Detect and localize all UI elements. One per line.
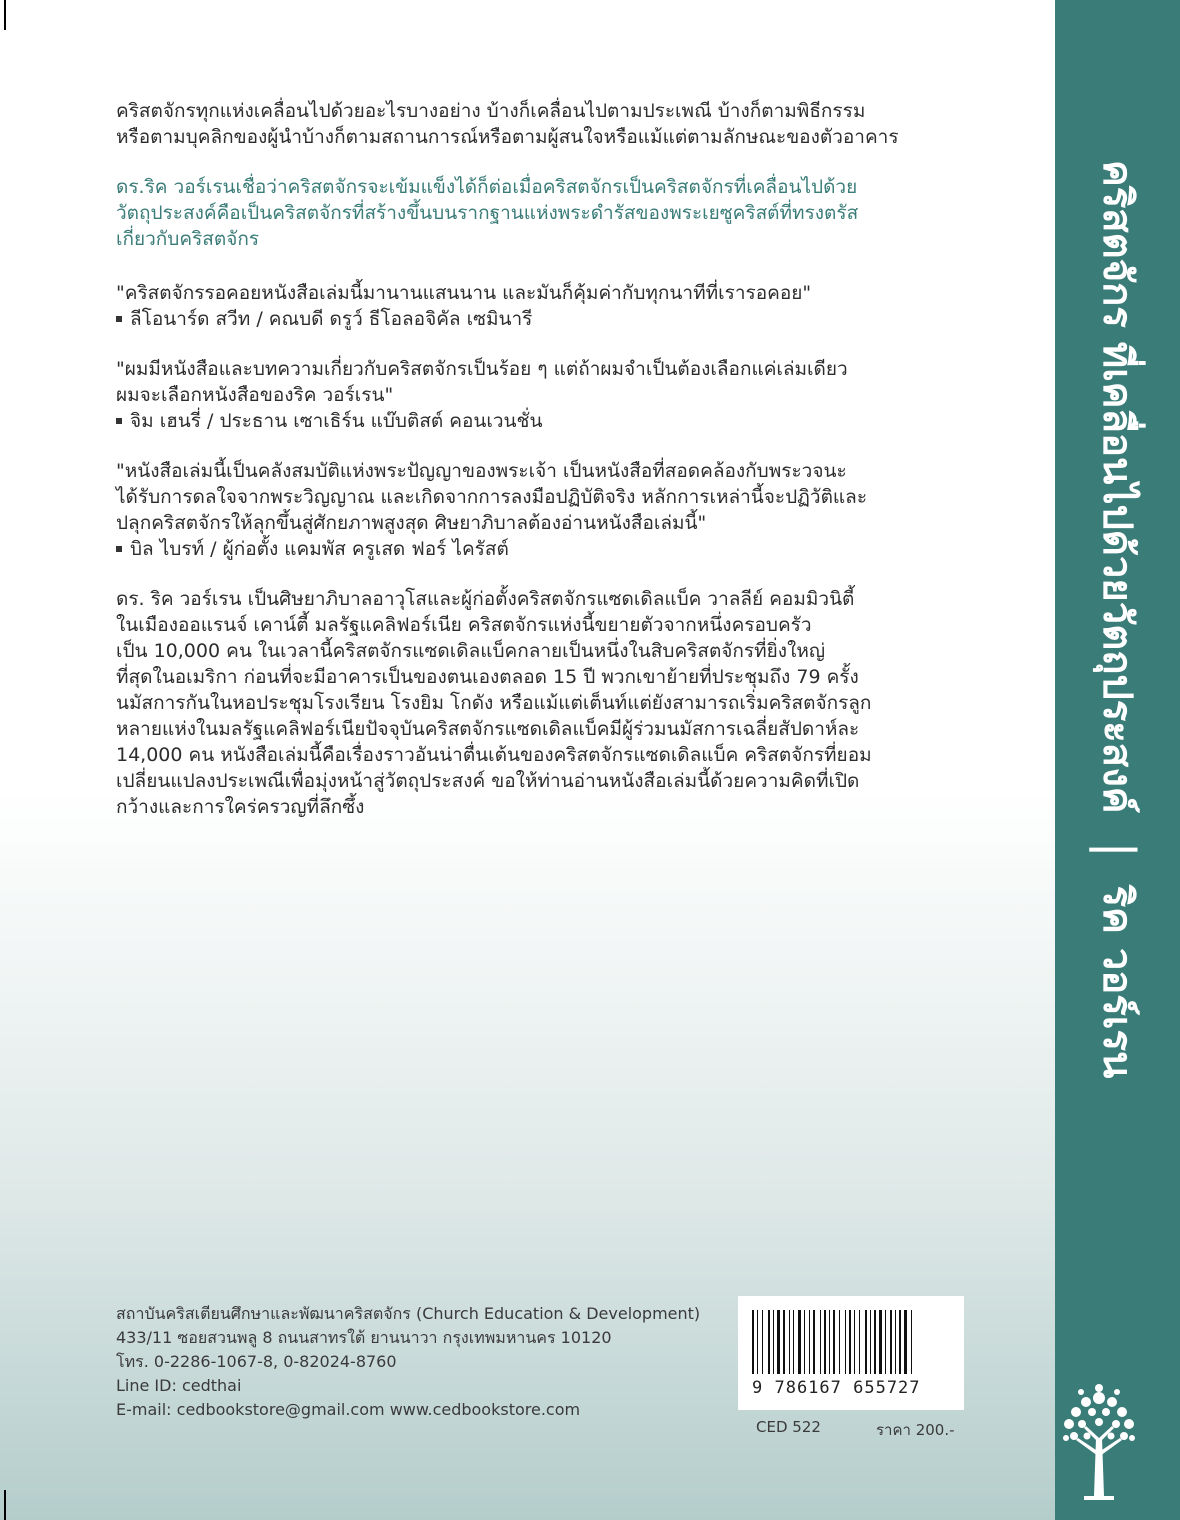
barcode-bar	[839, 1310, 840, 1374]
quote-line: ปลุกคริสตจักรให้ลุกขึ้นสู่ศักยภาพสูงสุด ศิษยาภิบาลต้องอ่านหนังสือเล่มนี้"	[116, 512, 707, 534]
tree-icon	[1054, 1378, 1144, 1508]
publisher-contact: E-mail: cedbookstore@gmail.com www.cedbookstore.com	[116, 1400, 581, 1419]
bio-line: ดร. ริค วอร์เรน เป็นศิษยาภิบาลอาวุโสและผู้ก่อตั้งคริสตจักรแซดเดิลแบ็ค วาลลีย์ คอมมิวนิตี้	[116, 588, 855, 610]
barcode-bar	[890, 1310, 892, 1374]
endorsement-quote	[116, 280, 956, 332]
quote-attribution	[116, 306, 956, 332]
barcode-bar	[793, 1310, 794, 1374]
quote-attribution	[116, 536, 956, 562]
barcode-bar	[824, 1310, 826, 1374]
highlight-line: เกี่ยวกับคริสตจักร	[116, 228, 260, 250]
barcode-bar	[804, 1310, 805, 1374]
price-label: ราคา 200.-	[876, 1421, 955, 1439]
endorsement-quote	[116, 356, 956, 434]
bio-line: เปลี่ยนแปลงประเพณีเพื่อมุ่งหน้าสู่วัตถุประสงค์ ขอให้ท่านอ่านหนังสือเล่มนี้ด้วยความคิดที่เปิด	[116, 770, 860, 792]
barcode-bar	[777, 1310, 780, 1374]
attribution-text: บิล ไบรท์ / ผู้ก่อตั้ง แคมพัส ครูเสด ฟอร์ ไครัสต์	[130, 538, 509, 560]
intro-line: หรือตามบุคลิกของผู้นำบ้างก็ตามสถานการณ์หรือตามผู้สนใจหรือแม้แต่ตามลักษณะของตัวอาคาร	[116, 126, 899, 148]
quote-line: "หนังสือเล่มนี้เป็นคลังสมบัติแห่งพระปัญญาของพระเจ้า เป็นหนังสือที่สอดคล้องกับพระวจนะ	[116, 460, 847, 482]
attribution-text: ลีโอนาร์ด สวีท / คณบดี ดรูว์ ธีโอลอจิคัล เซมินารี	[130, 308, 533, 330]
bio-line: 14,000 คน หนังสือเล่มนี้คือเรื่องราวอันน่าตื่นเต้นของคริสตจักรแซดเดิลแบ็ค คริสตจักรที่ยอม	[116, 744, 872, 766]
barcode-bar	[752, 1310, 754, 1374]
publisher-name: สถาบันคริสเตียนศึกษาและพัฒนาคริสตจักร (Church Education & Development)	[116, 1304, 701, 1323]
book-spine	[1055, 0, 1180, 1520]
bullet-icon	[116, 418, 122, 424]
author-bio	[116, 586, 956, 820]
spine-title: คริสตจักร ที่เคลื่อนไปด้วยวัตถุประสงค์	[1094, 160, 1140, 814]
barcode-bar	[813, 1310, 815, 1374]
highlight-line: วัตถุประสงค์คือเป็นคริสตจักรที่สร้างขึ้นบนรากฐานแห่งพระดำรัสของพระเยซูคริสต์ที่ทรงตรัส	[116, 202, 859, 224]
highlight-line: ดร.ริค วอร์เรนเชื่อว่าคริสตจักรจะเข้มแข็งได้ก็ต่อเมื่อคริสตจักรเป็นคริสตจักรที่เคลื่อนไปด้วย	[116, 176, 858, 198]
barcode-bar	[865, 1310, 867, 1374]
spine-separator: |	[1089, 841, 1145, 858]
barcode-bar	[757, 1310, 758, 1374]
barcode-bar	[899, 1310, 901, 1374]
quote-line: "ผมมีหนังสือและบทความเกี่ยวกับคริสตจักรเป็นร้อย ๆ แต่ถ้าผมจำเป็นต้องเลือกแค่เล่มเดียว	[116, 358, 848, 380]
barcode-bar	[809, 1310, 810, 1374]
bullet-icon	[116, 316, 122, 322]
bio-line: นมัสการกันในหอประชุมโรงเรียน โรงยิม โกดัง หรือแม้แต่เต็นท์แต่ยังสามารถเริ่มคริสตจักรลูก	[116, 692, 872, 714]
endorsement-quote	[116, 458, 956, 562]
bio-line: ที่สุดในอเมริกา ก่อนที่จะมีอาคารเป็นของตนเองตลอด 15 ปี พวกเขาย้ายที่ประชุมถึง 79 ครั้ง	[116, 666, 859, 688]
barcode-bar	[820, 1310, 821, 1374]
barcode-bar	[859, 1310, 860, 1374]
intro-line: คริสตจักรทุกแห่งเคลื่อนไปด้วยอะไรบางอย่าง บ้างก็เคลื่อนไปตามประเพณี บ้างก็ตามพิธีกรรม	[116, 100, 866, 122]
barcode-bar	[833, 1310, 835, 1374]
barcode-bar	[789, 1310, 790, 1374]
bio-line: เป็น 10,000 คน ในเวลานี้คริสตจักรแซดเดิลแบ็คกลายเป็นหนึ่งในสิบคริสตจักรที่ยิ่งใหญ่	[116, 640, 826, 662]
intro-paragraph	[116, 98, 956, 150]
barcode-bar	[829, 1310, 830, 1374]
crop-mark-bottom-left	[4, 1490, 6, 1520]
isbn-barcode	[738, 1296, 964, 1410]
barcode-bar	[768, 1310, 770, 1374]
barcode-bar	[854, 1310, 855, 1374]
attribution-text: จิม เฮนรี่ / ประธาน เซาเธิร์น แบ๊บติสต์ คอนเวนชั่น	[130, 410, 543, 432]
barcode-bar	[773, 1310, 774, 1374]
barcode-bar	[849, 1310, 851, 1374]
barcode-bar	[845, 1310, 846, 1374]
bio-line: กว้างและการใคร่ครวญที่ลึกซึ้ง	[116, 796, 365, 818]
publisher-address: 433/11 ซอยสวนพลู 8 ถนนสาทรใต้ ยานนาวา กรุงเทพมหานคร 10120	[116, 1328, 612, 1347]
highlight-paragraph	[116, 174, 956, 252]
publisher-info	[116, 1302, 700, 1422]
barcode-bar	[879, 1310, 882, 1374]
barcode-bar	[798, 1310, 801, 1374]
quote-line: ผมจะเลือกหนังสือของริค วอร์เรน"	[116, 384, 394, 406]
barcode-bar	[885, 1310, 886, 1374]
barcode-bar	[874, 1310, 876, 1374]
catalog-code: CED 522	[756, 1418, 821, 1436]
quote-attribution	[116, 408, 956, 434]
quote-line: "คริสตจักรรอคอยหนังสือเล่มนี้มานานแสนนาน และมันก็คุ้มค่ากับทุกนาทีที่เรารอคอย"	[116, 282, 812, 304]
barcode-bar	[911, 1310, 912, 1374]
barcode-bars	[752, 1310, 950, 1374]
barcode-bar	[904, 1310, 907, 1374]
bio-line: ในเมืองออแรนจ์ เคาน์ตี้ มลรัฐแคลิฟอร์เนีย คริสตจักรแห่งนี้ขยายตัวจากหนึ่งครอบครัว	[116, 614, 812, 636]
spine-text	[1085, 160, 1149, 1300]
publisher-line-id: Line ID: cedthai	[116, 1376, 242, 1395]
publisher-phone: โทร. 0-2286-1067-8, 0-82024-8760	[116, 1352, 397, 1371]
barcode-bar	[783, 1310, 785, 1374]
bullet-icon	[116, 546, 122, 552]
quote-line: ได้รับการดลใจจากพระวิญญาณ และเกิดจากการลงมือปฏิบัติจริง หลักการเหล่านี้จะปฏิวัติและ	[116, 486, 868, 508]
spine-author: ริค วอร์เรน	[1094, 885, 1140, 1079]
bio-line: หลายแห่งในมลรัฐแคลิฟอร์เนียปัจจุบันคริสตจักรแซดเดิลแบ็คมีผู้ร่วมนมัสการเฉลี่ยสัปดาห์ละ	[116, 718, 860, 740]
barcode-bar	[762, 1310, 763, 1374]
crop-mark-top-left	[4, 0, 6, 30]
barcode-bar	[895, 1310, 896, 1374]
barcode-digits: 9 786167 655727	[752, 1378, 921, 1398]
back-cover-text	[116, 98, 956, 820]
barcode-bar	[870, 1310, 871, 1374]
